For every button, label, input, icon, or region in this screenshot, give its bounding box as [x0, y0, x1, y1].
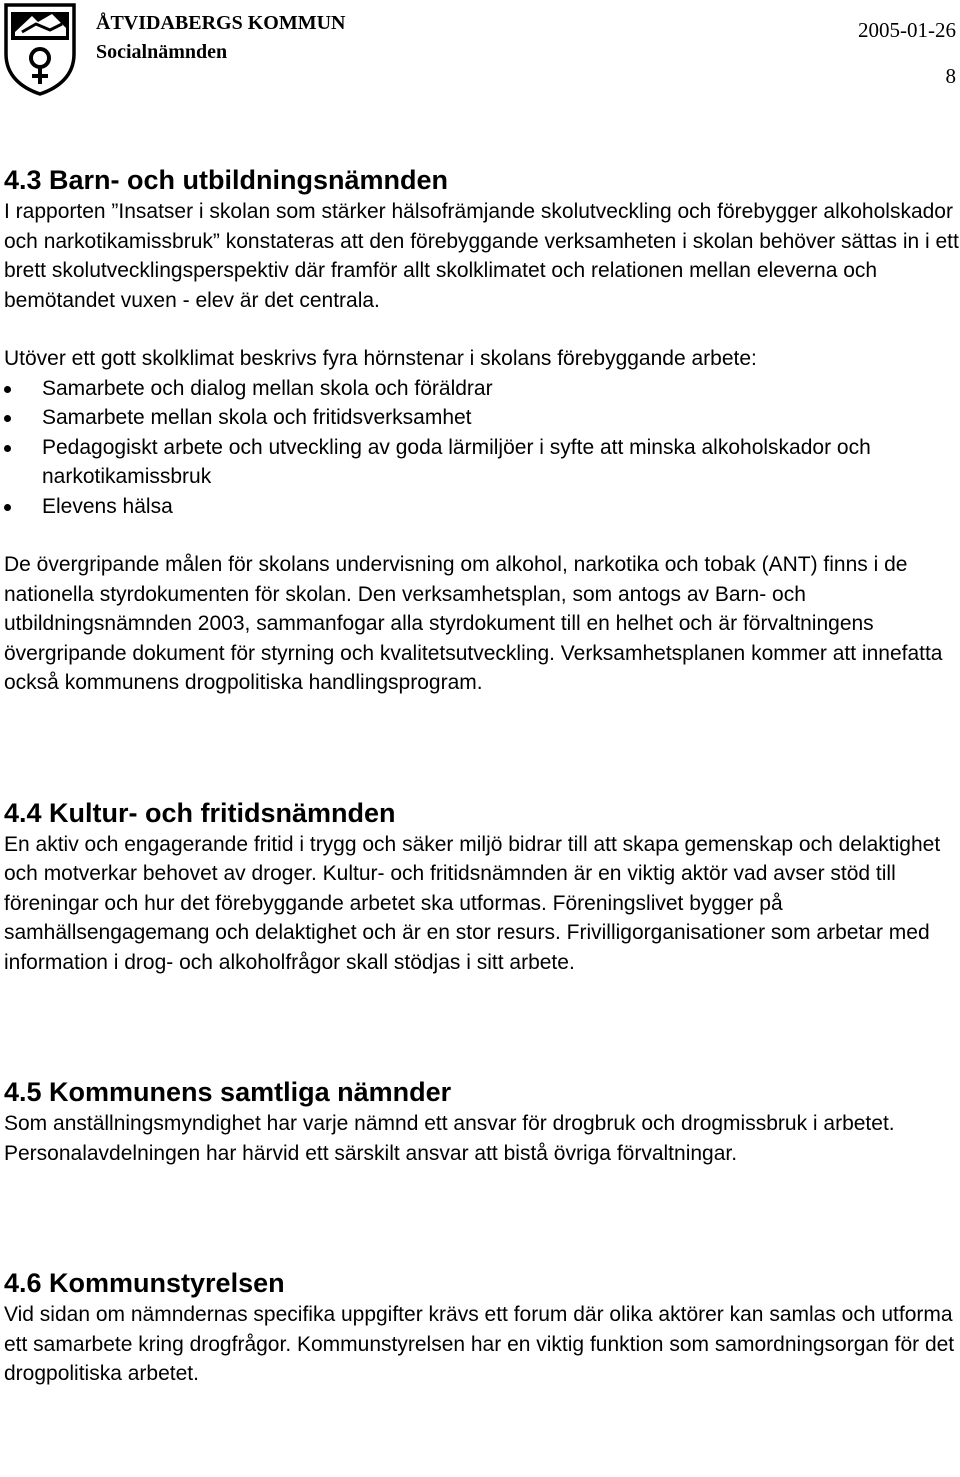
page-number: 8	[945, 64, 956, 88]
bullet-icon	[4, 386, 11, 393]
paragraph: Vid sidan om nämndernas specifika uppgifter krävs ett forum där olika aktörer kan samlas och utforma ett samarbete kring drogfrågor. Kommunstyrelsen har en viktig funktion som samordningsorgan för det drogpolitiska arbetet.	[4, 1303, 955, 1385]
paragraph: En aktiv och engagerande fritid i trygg och säker miljö bidrar till att skapa gemenskap och delaktighet och motverkar behovet av droger. Kultur- och fritidsnämnden är en viktig aktör vad avser stöd till föreningar och hur det förebyggande arbetet ska utformas. Föreningslivet bygger på samhällsengagemang och delaktighet och är en stor resurs. Frivilligorganisationer som arbetar med information i drog- och alkoholfrågor skall stödjas i sitt arbete.	[4, 832, 941, 974]
org-block	[96, 10, 345, 65]
list-item-text: Samarbete mellan skola och fritidsverksamhet	[42, 406, 472, 429]
list-item	[4, 374, 960, 404]
org-name: ÅTVIDABERGS KOMMUN	[96, 12, 346, 34]
document-date: 2005-01-26	[858, 18, 956, 42]
section-heading: 4.6 Kommunstyrelsen	[4, 1268, 285, 1298]
document-body	[4, 163, 960, 1389]
list-item	[4, 433, 960, 492]
page-header	[0, 0, 960, 100]
bullet-icon	[4, 504, 11, 511]
coat-of-arms-icon	[2, 2, 78, 96]
list-item-text: Samarbete och dialog mellan skola och föräldrar	[42, 376, 493, 400]
bullet-list	[4, 374, 960, 522]
list-item-text: Elevens hälsa	[42, 494, 173, 518]
paragraph: De övergripande målen för skolans undervisning om alkohol, narkotika och tobak (ANT) finns i de nationella styrdokumenten för skolan. Den verksamhetsplan, som antogs av Barn- och utbildningsnämnden 2003, sammanfogar alla styrdokument till en helhet och är förvaltningens övergripande dokument för styrning och kvalitetsutveckling. Verksamhetsplanen kommer att innefatta också kommunens drogpolitiska handlingsprogram.	[4, 553, 943, 694]
bullet-icon	[4, 415, 11, 422]
section-heading: 4.4 Kultur- och fritidsnämnden	[4, 797, 396, 828]
department-name: Socialnämnden	[96, 41, 228, 63]
list-item-text: Pedagogiskt arbete och utveckling av goda lärmiljöer i syfte att minska alkoholskador och narkotikamissbruk	[42, 435, 871, 488]
bullet-icon	[4, 445, 11, 452]
list-item	[4, 403, 960, 433]
paragraph: Som anställningsmyndighet har varje nämnd ett ansvar för drogbruk och drogmissbruk i arbetet. Personalavdelningen har härvid ett särskilt ansvar att bistå övriga förvaltningar.	[4, 1112, 895, 1165]
section-heading: 4.3 Barn- och utbildningsnämnden	[4, 165, 449, 195]
list-item	[4, 492, 960, 522]
paragraph: Utöver ett gott skolklimat beskrivs fyra hörnstenar i skolans förebyggande arbete:	[4, 347, 757, 370]
paragraph: I rapporten ”Insatser i skolan som stärker hälsofrämjande skolutveckling och förebygger alkoholskador och narkotikamissbruk” konstateras att den förebyggande verksamheten i skolan behöver sättas in i ett brett skolutvecklingsperspektiv där framför allt skolklimatet och relationen mellan eleverna och bemötandet vuxen - elev är det centrala.	[4, 200, 959, 312]
section-heading: 4.5 Kommunens samtliga nämnder	[4, 1077, 452, 1107]
